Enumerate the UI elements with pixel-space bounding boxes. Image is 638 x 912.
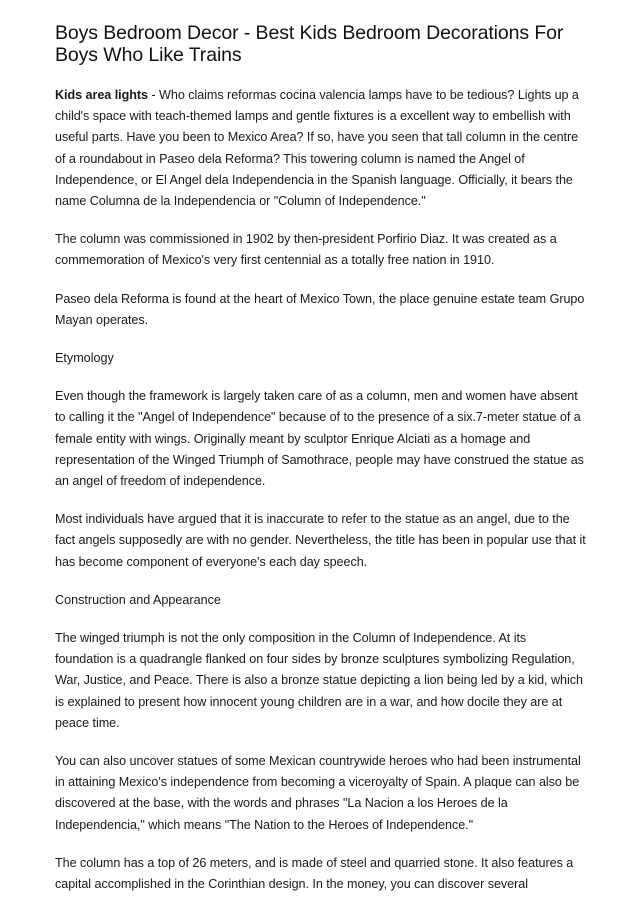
document-title: Boys Bedroom Decor - Best Kids Bedroom Decorations For Boys Who Like Trains bbox=[55, 22, 564, 66]
document-page bbox=[55, 22, 587, 912]
paragraph-winged-triumph: The winged triumph is not the only composition in the Column of Independence. At its foundation is a quadrangle flanked on four sides by bronze sculptures symbolizing Regulation, War, Justice, and Peace. There is also a bronze statue depicting a lion being led by a kid, which is explained to present how innocent young children are in a war, and how docile they are at peace time. bbox=[55, 631, 583, 730]
paragraph-heroes: You can also uncover statues of some Mexican countrywide heroes who had been instrumental in attaining Mexico's independence from becoming a viceroyalty of Spain. A plaque can also be discovered at the base, with the words and phrases "La Nacion a los Heroes de la Independencia," which means "The Nation to the Heroes of Independence." bbox=[55, 754, 581, 832]
paragraph-commissioned: The column was commissioned in 1902 by then-president Porfirio Diaz. It was created as a commemoration of Mexico's very first centennial as a totally free nation in 1910. bbox=[55, 232, 557, 268]
intro-lead: Kids area lights bbox=[55, 88, 148, 102]
intro-text: - Who claims reformas cocina valencia lamps have to be tedious? Lights up a child's space with teach-themed lamps and gentle fixtures is a excellent way to embellish with useful parts. Have you been to Mexico Area? If so, have you seen that tall column in the centre of a roundabout in Paseo dela Reforma? This towering column is named the Angel of Independence, or El Angel dela Independencia in the Spanish language. Officially, it bears the name Columna de la Independencia or "Column of Independence." bbox=[55, 88, 579, 209]
intro-paragraph bbox=[55, 85, 587, 212]
section-heading-etymology: Etymology bbox=[55, 351, 114, 366]
section-heading-construction: Construction and Appearance bbox=[55, 592, 221, 607]
paragraph-reforma: Paseo dela Reforma is found at the heart of Mexico Town, the place genuine estate team Grupo Mayan operates. bbox=[55, 291, 585, 327]
paragraph-framework: Even though the framework is largely taken care of as a column, men and women have absent to calling it the "Angel of Independence" because of to the presence of a six.7-meter statue of a female entity with wings. Originally meant by sculptor Enrique Alciati as a homage and representation of the Winged Triumph of Samothrace, people may have construed the statue as an angel of freedom of independence. bbox=[55, 389, 584, 489]
paragraph-column-height: The column has a top of 26 meters, and is made of steel and quarried stone. It also features a capital accomplished in the Corinthian design. In the money, you can discover several bbox=[55, 855, 574, 892]
paragraph-angel-gender: Most individuals have argued that it is inaccurate to refer to the statue as an angel, due to the fact angels supposedly are with no gender. Nevertheless, the title has been in popular use that it has become component of everyone's each day speech. bbox=[55, 512, 586, 569]
